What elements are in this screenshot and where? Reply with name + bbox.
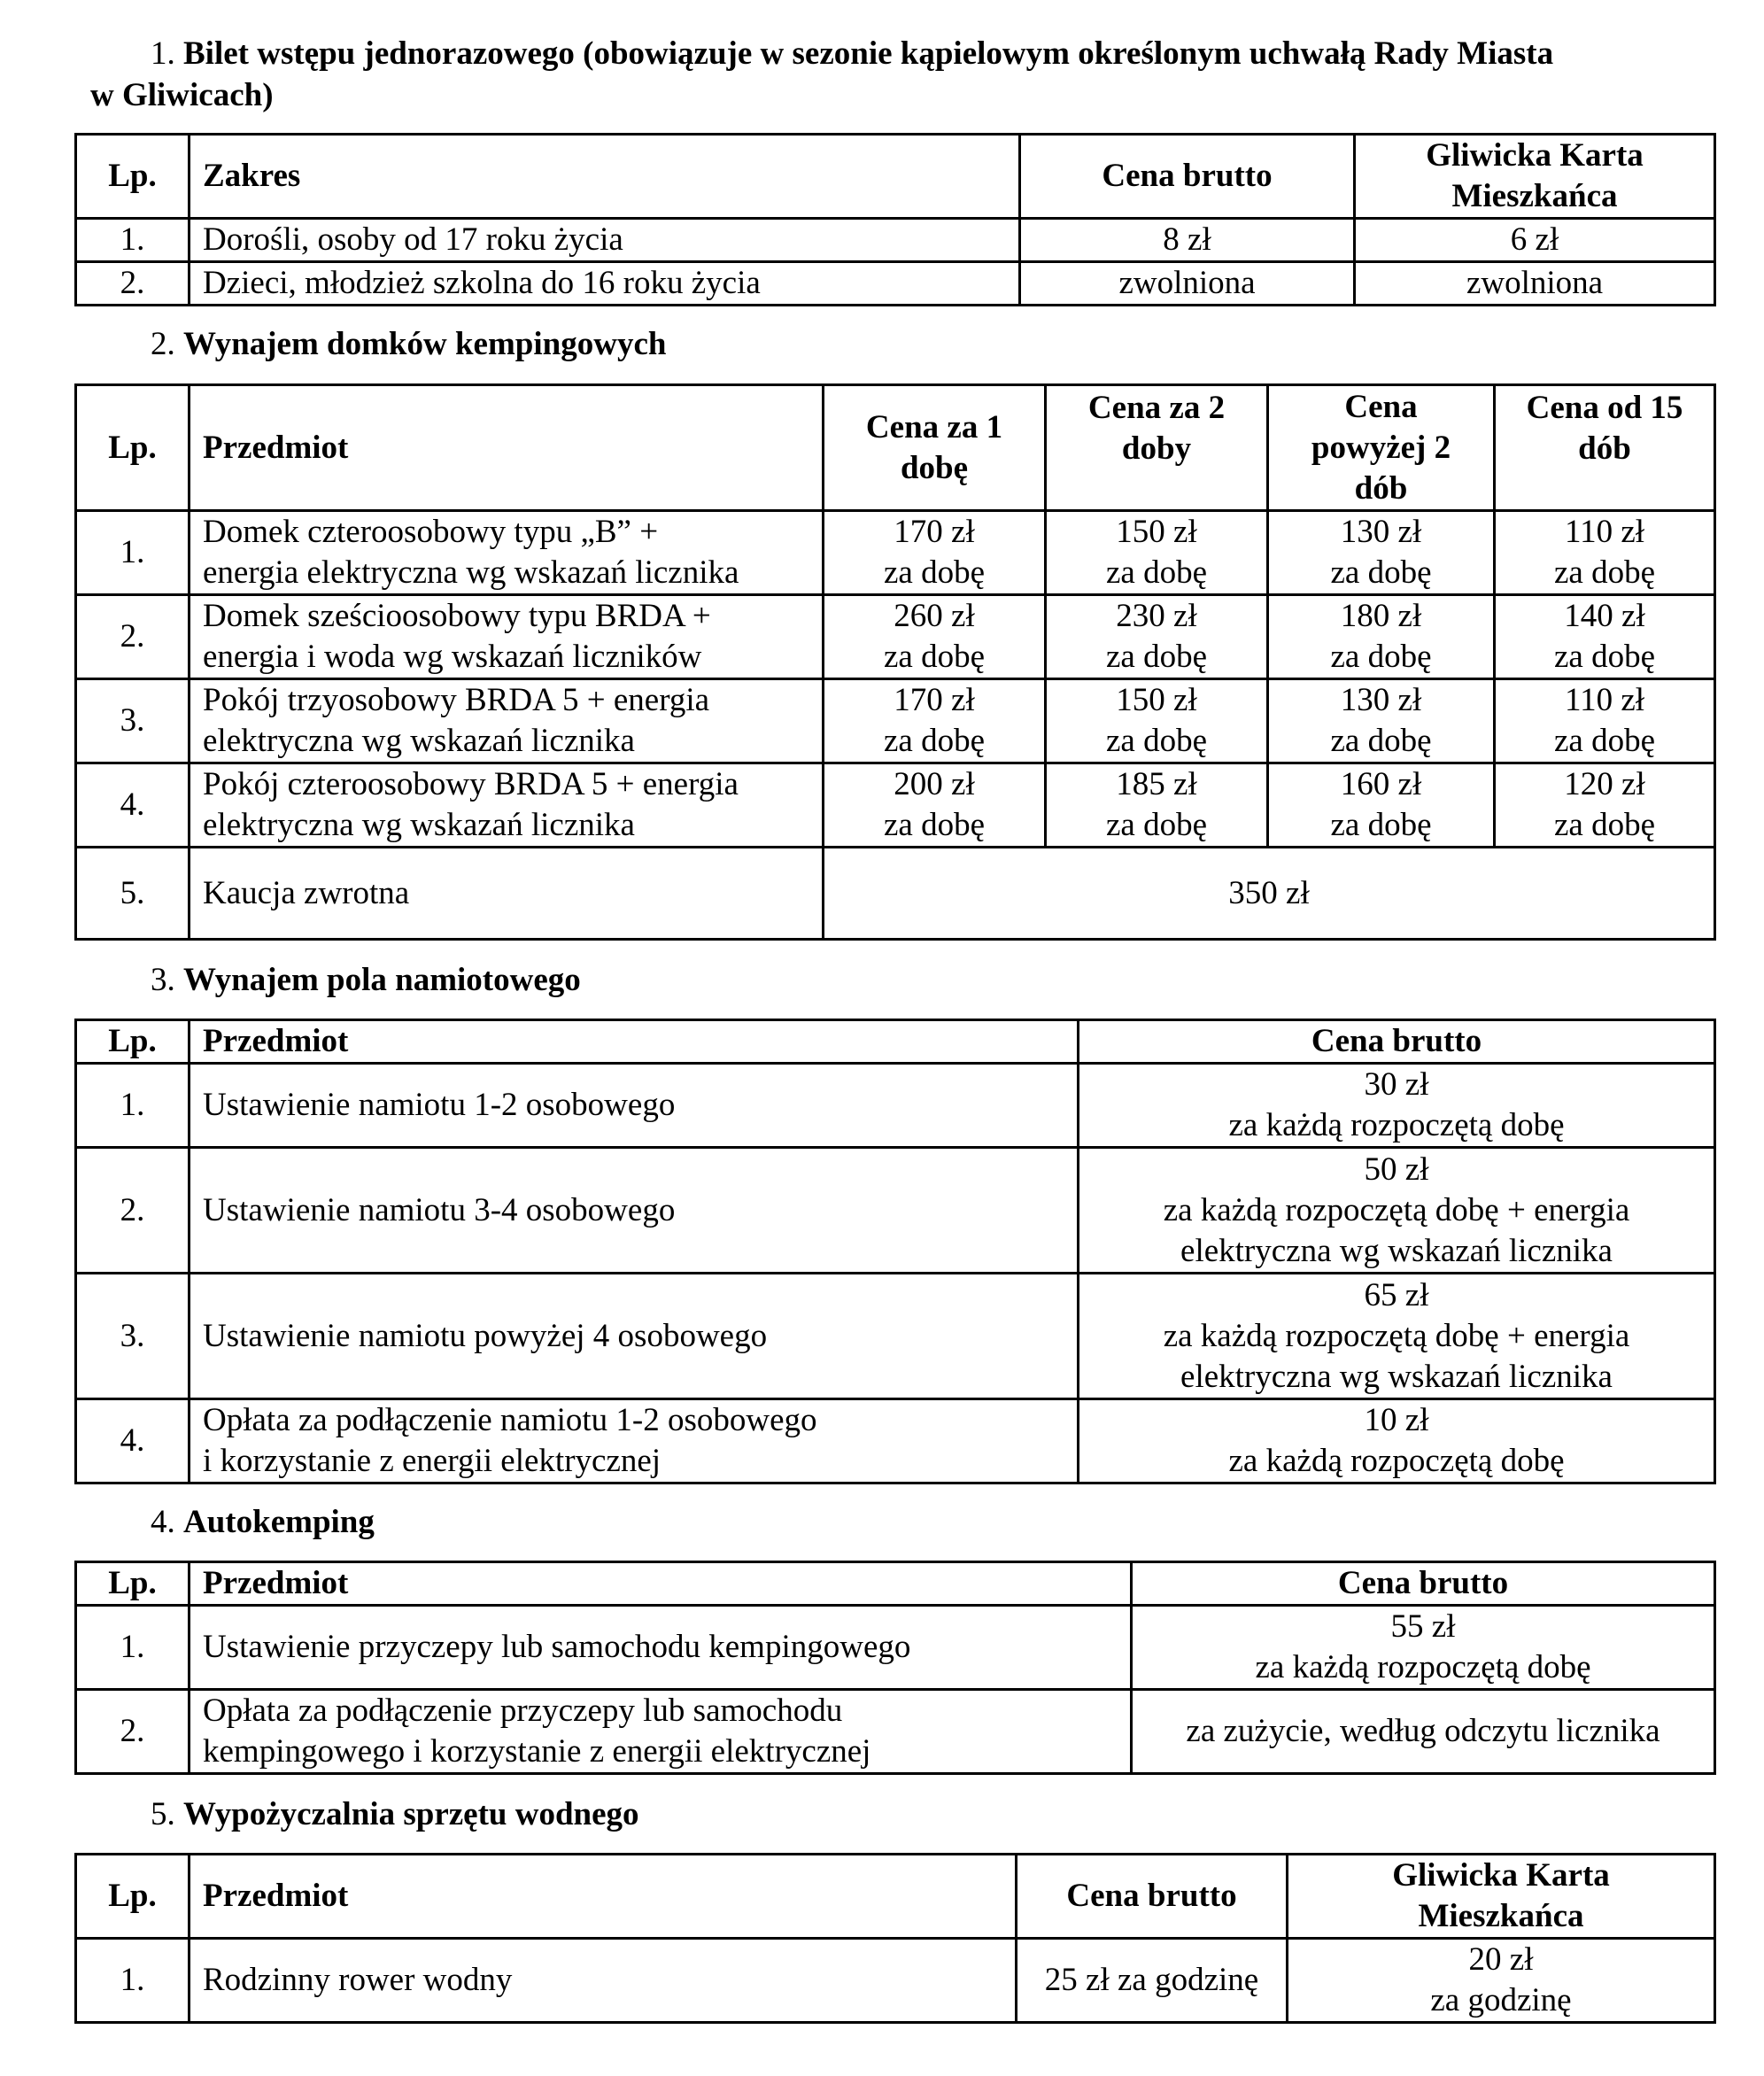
cell-przedmiot: Ustawienie namiotu 3-4 osobowego xyxy=(190,1148,1079,1274)
price-unit: za dobę xyxy=(1105,723,1208,759)
price-value: 30 zł xyxy=(1364,1066,1429,1103)
table-row xyxy=(76,1274,1715,1399)
section2-table xyxy=(74,383,1716,941)
section5-number: 5. xyxy=(151,1796,175,1832)
cell-cena: 8 zł xyxy=(1020,219,1355,262)
item-line: Domek czteroosobowy typu „B” + xyxy=(203,514,659,550)
table-row-deposit xyxy=(76,848,1715,940)
price-note: za każdą rozpoczętą dobę xyxy=(1228,1107,1565,1143)
cell-zakres: Dzieci, młodzież szkolna do 16 roku życia xyxy=(190,262,1020,306)
table-row xyxy=(76,1148,1715,1274)
price-unit: za dobę xyxy=(1330,554,1432,591)
header-karta-mieszkanca xyxy=(1288,1855,1715,1939)
price-value: 50 zł xyxy=(1364,1150,1429,1188)
price-value: 10 zł xyxy=(1364,1402,1429,1438)
cell-price: 25 zł za godzinę xyxy=(1017,1939,1288,2023)
section4-number: 4. xyxy=(151,1504,175,1540)
section1-heading xyxy=(151,34,1553,74)
section2-heading xyxy=(151,324,666,365)
cell-price xyxy=(824,511,1046,595)
item-line: Opłata za podłączenie przyczepy lub samochodu xyxy=(203,1693,843,1729)
price-unit: za dobę xyxy=(883,723,986,759)
price-value: 65 zł xyxy=(1364,1276,1429,1313)
cell-price xyxy=(1495,679,1715,763)
cell-przedmiot xyxy=(190,763,824,848)
header-przedmiot: Przedmiot xyxy=(190,1562,1132,1606)
header-karta-line1: Gliwicka Karta xyxy=(1392,1857,1610,1894)
cell-cena: zwolniona xyxy=(1020,262,1355,306)
cell-price: za zużycie, według odczytu licznika xyxy=(1132,1690,1715,1774)
cell-price xyxy=(1268,511,1495,595)
cell-przedmiot: Rodzinny rower wodny xyxy=(190,1939,1017,2023)
cell-karta xyxy=(1288,1939,1715,2023)
price-value: 230 zł xyxy=(1116,598,1197,634)
header-zakres: Zakres xyxy=(190,135,1020,219)
header-przedmiot: Przedmiot xyxy=(190,385,824,511)
cell-price xyxy=(1079,1274,1715,1399)
price-value: 120 zł xyxy=(1564,766,1645,802)
header-cena-powyzej-2 xyxy=(1268,385,1495,511)
cell-lp: 2. xyxy=(76,595,190,679)
item-line: Domek sześcioosobowy typu BRDA + xyxy=(203,598,711,634)
section3-number: 3. xyxy=(151,962,175,998)
section5-table xyxy=(74,1853,1716,2024)
section5-title: Wypożyczalnia sprzętu wodnego xyxy=(183,1796,639,1832)
cell-price xyxy=(1079,1064,1715,1148)
header-cena-2-doby xyxy=(1046,385,1268,511)
item-line: elektryczna wg wskazań licznika xyxy=(203,807,635,843)
price-unit: za dobę xyxy=(1330,807,1432,843)
header-cena-brutto: Cena brutto xyxy=(1132,1562,1715,1606)
item-line: kempingowego i korzystanie z energii elektrycznej xyxy=(203,1733,871,1770)
price-note: za każdą rozpoczętą dobę xyxy=(1255,1649,1591,1685)
price-value: 200 zł xyxy=(894,766,975,802)
header-line: Cena za 2 xyxy=(1087,390,1226,426)
cell-price xyxy=(1079,1399,1715,1483)
price-unit: za dobę xyxy=(883,639,986,675)
price-value: 20 zł xyxy=(1468,1941,1534,1978)
table-header-row xyxy=(76,135,1715,219)
price-value: 130 zł xyxy=(1340,514,1422,550)
price-unit: za dobę xyxy=(1330,723,1432,759)
cell-price xyxy=(1046,511,1268,595)
price-unit: za dobę xyxy=(883,807,986,843)
cell-lp: 4. xyxy=(76,1399,190,1483)
item-line: elektryczna wg wskazań licznika xyxy=(203,723,635,759)
table-row xyxy=(76,763,1715,848)
cell-deposit-value: 350 zł xyxy=(824,848,1715,940)
cell-price xyxy=(1046,763,1268,848)
cell-lp: 4. xyxy=(76,763,190,848)
price-note: za każdą rozpoczętą dobę xyxy=(1228,1443,1565,1479)
cell-przedmiot: Ustawienie namiotu powyżej 4 osobowego xyxy=(190,1274,1079,1399)
cell-price xyxy=(1495,595,1715,679)
cell-price xyxy=(1079,1148,1715,1274)
price-value: 55 zł xyxy=(1390,1608,1456,1645)
header-cena-1-doba xyxy=(824,385,1046,511)
header-line: dób xyxy=(1354,469,1408,507)
cell-lp: 1. xyxy=(76,511,190,595)
table-row xyxy=(76,1064,1715,1148)
cell-karta: zwolniona xyxy=(1355,262,1715,306)
cell-karta: 6 zł xyxy=(1355,219,1715,262)
header-lp: Lp. xyxy=(76,135,190,219)
cell-price xyxy=(824,679,1046,763)
price-value: 170 zł xyxy=(894,514,975,550)
price-value: 130 zł xyxy=(1340,682,1422,718)
item-line: Pokój czteroosobowy BRDA 5 + energia xyxy=(203,766,739,802)
cell-price xyxy=(1268,679,1495,763)
header-lp: Lp. xyxy=(76,1562,190,1606)
cell-price xyxy=(1495,763,1715,848)
cell-price xyxy=(1495,511,1715,595)
section2-number: 2. xyxy=(151,326,175,362)
header-cena-od-15 xyxy=(1495,385,1715,511)
section3-title: Wynajem pola namiotowego xyxy=(183,962,581,998)
section1-heading-cont xyxy=(90,75,274,116)
cell-przedmiot xyxy=(190,595,824,679)
price-unit: za dobę xyxy=(883,554,986,591)
section2-title: Wynajem domków kempingowych xyxy=(183,326,667,362)
header-karta-line1: Gliwicka Karta xyxy=(1426,137,1644,174)
section4-table xyxy=(74,1561,1716,1775)
table-header-row xyxy=(76,1020,1715,1064)
price-unit: za dobę xyxy=(1553,723,1656,759)
section3-heading xyxy=(151,960,581,1001)
cell-lp: 2. xyxy=(76,1148,190,1274)
header-przedmiot: Przedmiot xyxy=(190,1020,1079,1064)
header-lp: Lp. xyxy=(76,1020,190,1064)
section4-title: Autokemping xyxy=(183,1504,375,1540)
cell-przedmiot xyxy=(190,1690,1132,1774)
cell-deposit-label: Kaucja zwrotna xyxy=(190,848,824,940)
cell-przedmiot: Ustawienie namiotu 1-2 osobowego xyxy=(190,1064,1079,1148)
header-line: Cena za 1 xyxy=(865,408,1003,445)
item-line: Opłata za podłączenie namiotu 1-2 osobowego xyxy=(203,1402,817,1438)
price-value: 185 zł xyxy=(1116,766,1197,802)
cell-price xyxy=(1046,595,1268,679)
cell-zakres: Dorośli, osoby od 17 roku życia xyxy=(190,219,1020,262)
cell-lp: 1. xyxy=(76,1939,190,2023)
price-unit: za dobę xyxy=(1105,554,1208,591)
price-unit: za dobę xyxy=(1553,639,1656,675)
table-row xyxy=(76,1606,1715,1690)
cell-price xyxy=(1268,595,1495,679)
price-value: 180 zł xyxy=(1340,598,1422,634)
price-unit: za godzinę xyxy=(1430,1982,1572,2018)
cell-przedmiot xyxy=(190,1399,1079,1483)
price-value: 150 zł xyxy=(1116,514,1197,550)
section4-heading xyxy=(151,1502,375,1543)
header-karta-line2: Mieszkańca xyxy=(1418,1898,1584,1934)
table-row xyxy=(76,1690,1715,1774)
header-line: dób xyxy=(1578,430,1631,467)
price-unit: za dobę xyxy=(1330,639,1432,675)
table-row xyxy=(76,1939,1715,2023)
section5-heading xyxy=(151,1794,639,1835)
cell-lp: 3. xyxy=(76,679,190,763)
item-line: Pokój trzyosobowy BRDA 5 + energia xyxy=(203,682,710,718)
cell-price xyxy=(1268,763,1495,848)
section1-title-line2: w Gliwicach) xyxy=(90,77,274,113)
header-line: powyżej 2 xyxy=(1311,429,1451,466)
item-line: i korzystanie z energii elektrycznej xyxy=(203,1443,662,1479)
price-note: elektryczna wg wskazań licznika xyxy=(1180,1232,1613,1269)
item-line: energia i woda wg wskazań liczników xyxy=(203,639,702,675)
price-value: 260 zł xyxy=(894,598,975,634)
price-unit: za dobę xyxy=(1105,807,1208,843)
table-header-row xyxy=(76,1855,1715,1939)
price-note: elektryczna wg wskazań licznika xyxy=(1180,1358,1613,1395)
price-value: 110 zł xyxy=(1564,682,1645,718)
cell-lp: 1. xyxy=(76,219,190,262)
price-unit: za dobę xyxy=(1553,807,1656,843)
header-karta-mieszkanca xyxy=(1355,135,1715,219)
price-unit: za dobę xyxy=(1105,639,1208,675)
header-lp: Lp. xyxy=(76,385,190,511)
cell-lp: 1. xyxy=(76,1606,190,1690)
header-line: doby xyxy=(1121,430,1192,467)
table-row xyxy=(76,511,1715,595)
price-value: 150 zł xyxy=(1116,682,1197,718)
price-note: za każdą rozpoczętą dobę + energia xyxy=(1163,1191,1630,1228)
table-row xyxy=(76,595,1715,679)
cell-przedmiot xyxy=(190,511,824,595)
header-line: Cena xyxy=(1344,388,1418,425)
header-cena-brutto: Cena brutto xyxy=(1017,1855,1288,1939)
cell-lp: 2. xyxy=(76,1690,190,1774)
cell-przedmiot xyxy=(190,679,824,763)
table-header-row xyxy=(76,385,1715,511)
table-header-row xyxy=(76,1562,1715,1606)
table-row xyxy=(76,262,1715,306)
section3-table xyxy=(74,1019,1716,1484)
header-karta-line2: Mieszkańca xyxy=(1451,178,1618,214)
table-row xyxy=(76,219,1715,262)
price-value: 140 zł xyxy=(1564,598,1645,634)
price-note: za każdą rozpoczętą dobę + energia xyxy=(1163,1317,1630,1354)
header-lp: Lp. xyxy=(76,1855,190,1939)
price-value: 170 zł xyxy=(894,682,975,718)
price-unit: za dobę xyxy=(1553,554,1656,591)
cell-price xyxy=(1132,1606,1715,1690)
price-value: 110 zł xyxy=(1564,514,1645,550)
cell-price xyxy=(824,595,1046,679)
cell-lp: 5. xyxy=(76,848,190,940)
price-value: 160 zł xyxy=(1340,766,1422,802)
header-line: dobę xyxy=(900,449,969,486)
header-cena-brutto: Cena brutto xyxy=(1020,135,1355,219)
cell-lp: 2. xyxy=(76,262,190,306)
section1-number: 1. xyxy=(151,35,175,72)
header-przedmiot: Przedmiot xyxy=(190,1855,1017,1939)
header-cena-brutto: Cena brutto xyxy=(1079,1020,1715,1064)
item-line: energia elektryczna wg wskazań licznika xyxy=(203,554,739,591)
section1-table xyxy=(74,133,1716,306)
cell-przedmiot: Ustawienie przyczepy lub samochodu kempingowego xyxy=(190,1606,1132,1690)
header-line: Cena od 15 xyxy=(1526,390,1683,426)
cell-lp: 3. xyxy=(76,1274,190,1399)
cell-price xyxy=(1046,679,1268,763)
table-row xyxy=(76,679,1715,763)
section1-title-line1: Bilet wstępu jednorazowego (obowiązuje w sezonie kąpielowym określonym uchwałą Rady Miasta xyxy=(183,35,1554,72)
cell-price xyxy=(824,763,1046,848)
cell-lp: 1. xyxy=(76,1064,190,1148)
table-row xyxy=(76,1399,1715,1483)
